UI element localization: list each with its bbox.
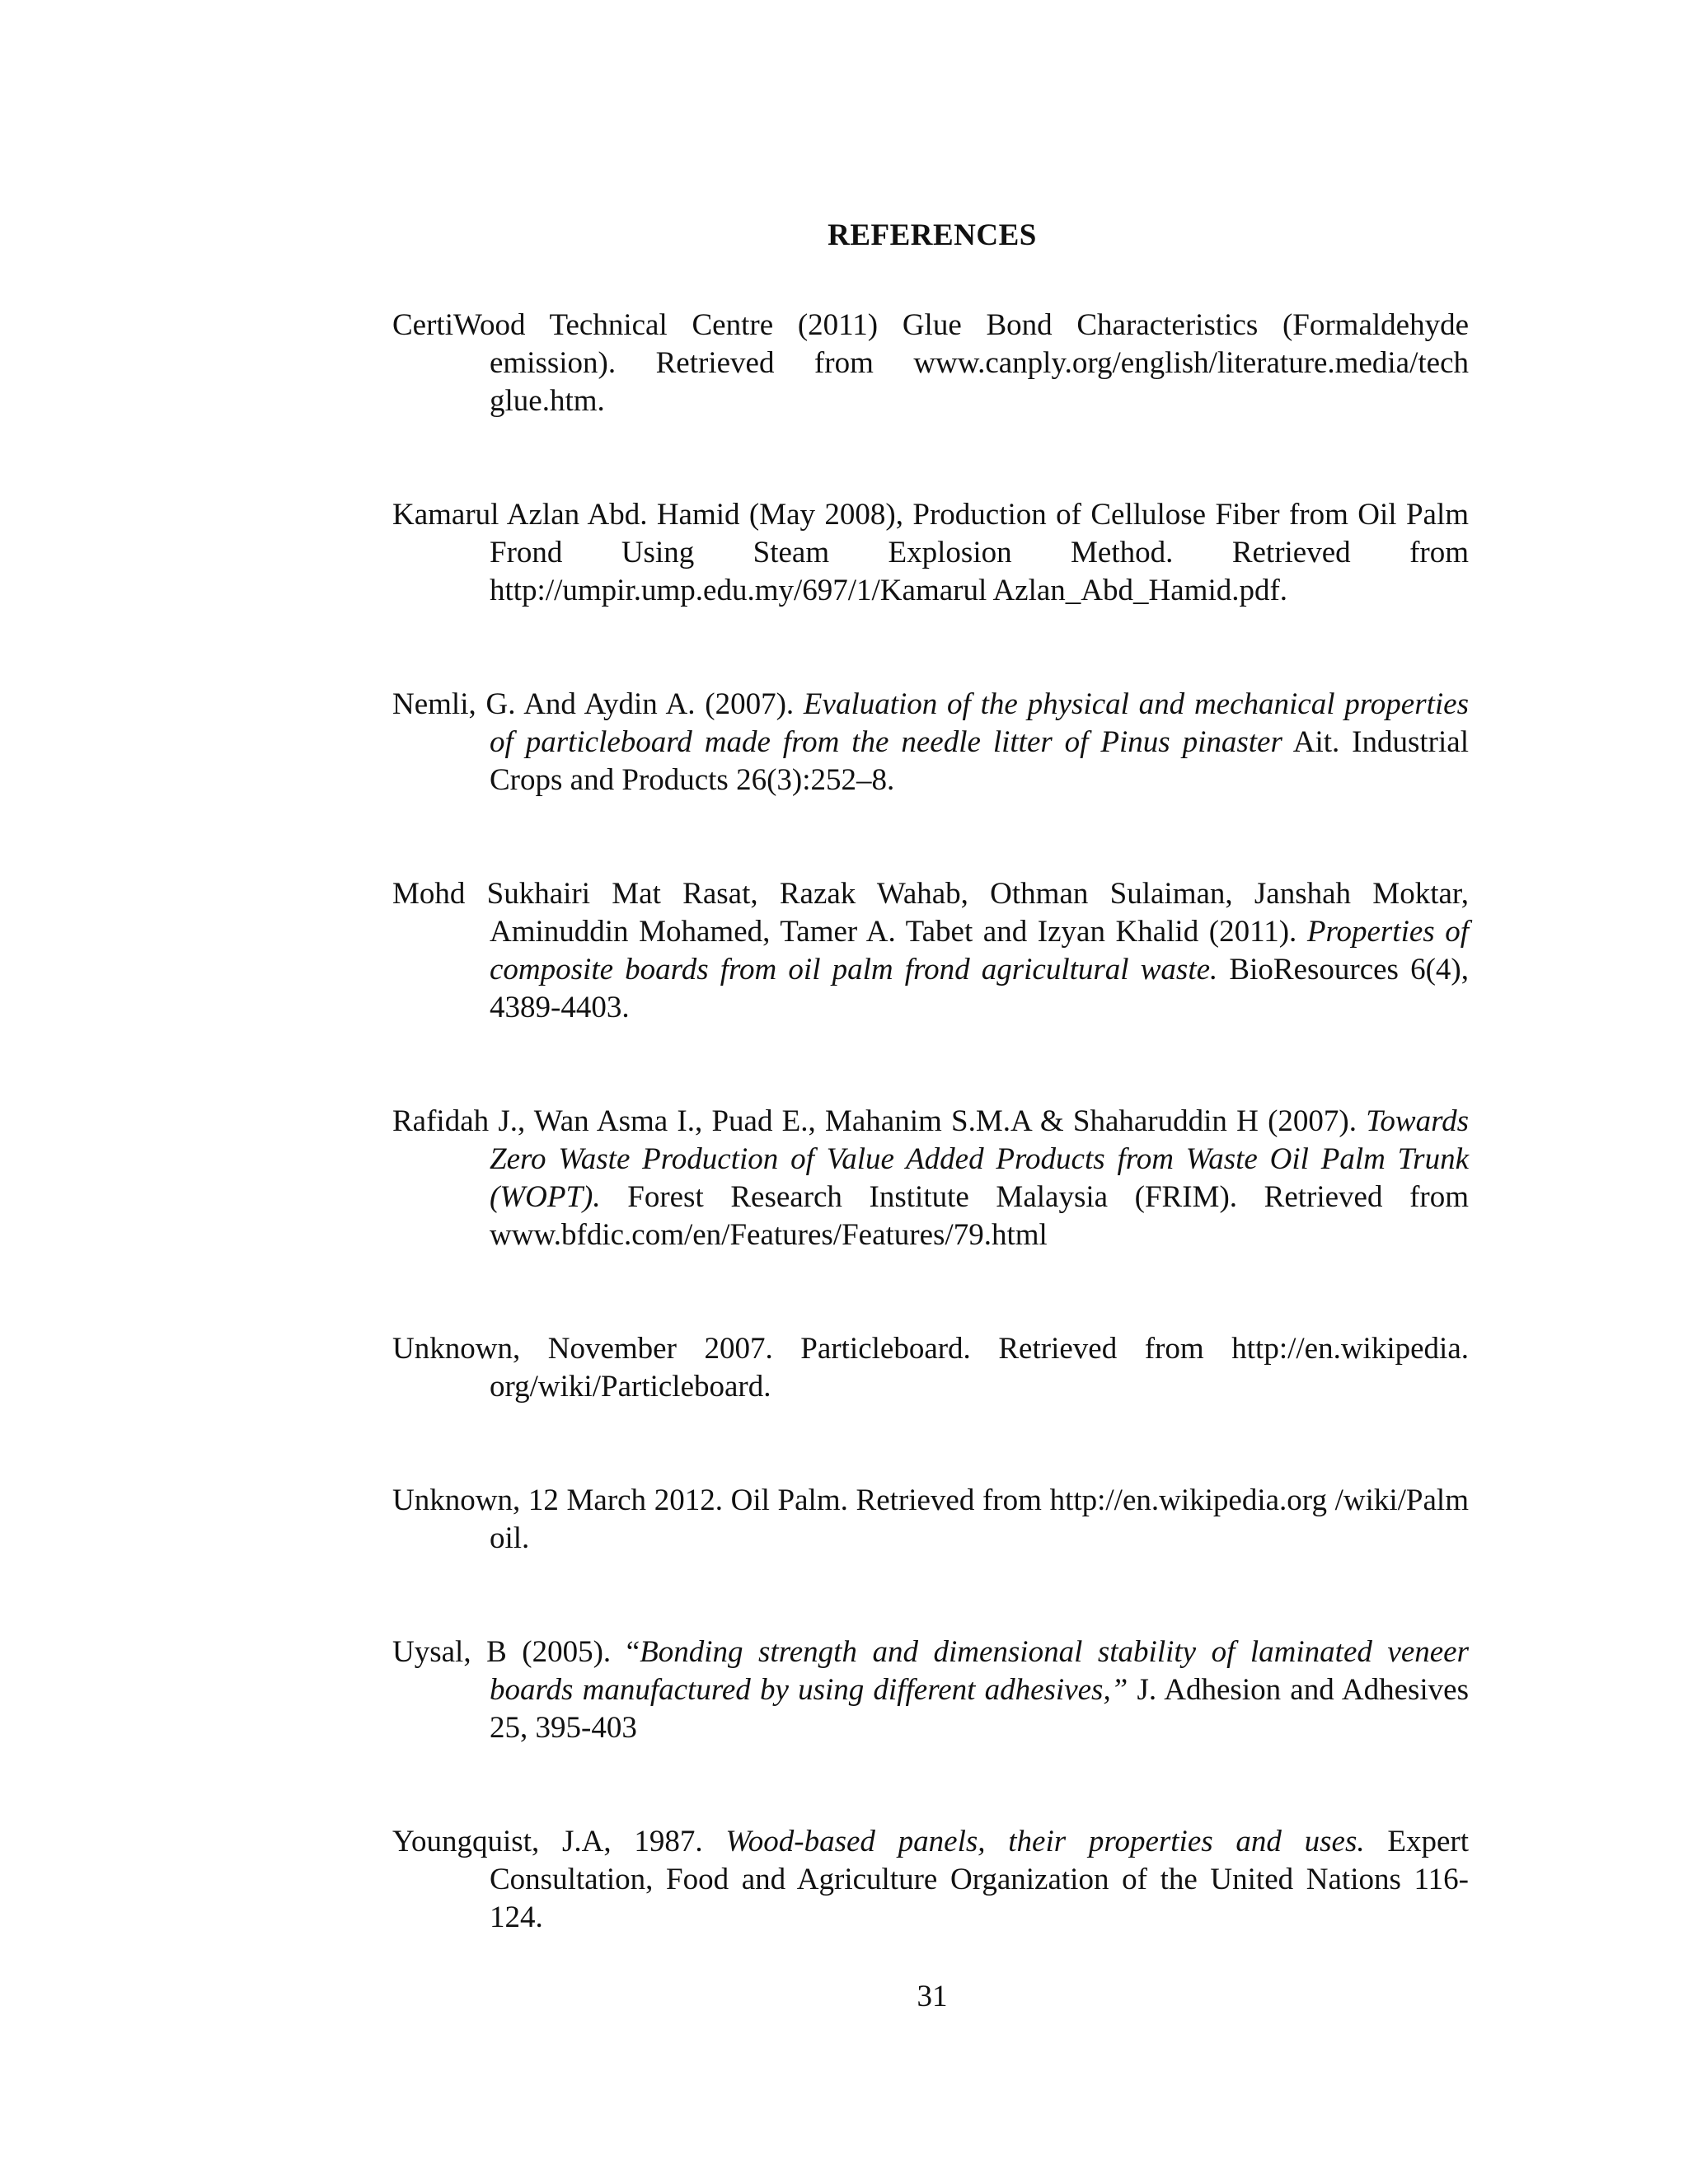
reference-item bbox=[392, 1103, 1469, 1254]
reference-item bbox=[392, 496, 1469, 610]
reference-title-italic: Wood-based panels, their properties and uses. bbox=[725, 1825, 1365, 1858]
page-number: 31 bbox=[917, 1980, 948, 2013]
reference-text: BioResources 6(4), 4389-4403. bbox=[490, 953, 1469, 1024]
page-title: REFERENCES bbox=[828, 218, 1037, 252]
reference-item bbox=[392, 686, 1469, 799]
reference-item bbox=[392, 1482, 1469, 1558]
reference-text: Mohd Sukhairi Mat Rasat, Razak Wahab, Othman Sulaiman, Janshah Moktar, Aminuddin Mohamed, Tamer A. Tabet and Izyan Khalid (2011). bbox=[392, 877, 1469, 949]
reference-text: Uysal, B (2005). “ bbox=[392, 1635, 640, 1669]
reference-item bbox=[392, 307, 1469, 420]
reference-text: Kamarul Azlan Abd. Hamid (May 2008), Production of Cellulose Fiber from Oil Palm Frond Using Steam Explosion Method. Retrieved from http://umpir.ump.edu.my/697/1/Kamarul Azlan_Abd_Hamid.pdf. bbox=[392, 498, 1469, 607]
reference-text: Rafidah J., Wan Asma I., Puad E., Mahanim S.M.A & Shaharuddin H (2007). bbox=[392, 1104, 1367, 1138]
reference-item bbox=[392, 1823, 1469, 1937]
reference-text: Unknown, 12 March 2012. Oil Palm. Retrieved from http://en.wikipedia.org /wiki/Palm oil. bbox=[392, 1483, 1469, 1555]
reference-text: Unknown, November 2007. Particleboard. Retrieved from http://en.wikipedia. org/wiki/Particleboard. bbox=[392, 1332, 1469, 1404]
reference-text: Youngquist, J.A, 1987. bbox=[392, 1825, 726, 1858]
reference-title-italic: Bonding strength and dimensional stability of laminated veneer boards manufactured by using different adhesives,” bbox=[490, 1635, 1469, 1707]
reference-list bbox=[392, 307, 1469, 2013]
reference-title-italic: Towards Zero Waste Production of Value Added Products from Waste Oil Palm Trunk (WOPT). bbox=[490, 1104, 1469, 1214]
reference-text: CertiWood Technical Centre (2011) Glue Bond Characteristics (Formaldehyde emission). Retrieved from www.canply.org/english/literature.media/tech glue.htm. bbox=[392, 308, 1469, 418]
reference-text: J. Adhesion and Adhesives 25, 395-403 bbox=[490, 1673, 1470, 1745]
reference-title-italic: Properties of composite boards from oil palm frond agricultural waste. bbox=[490, 915, 1470, 987]
reference-item bbox=[392, 1330, 1469, 1406]
reference-text: Ait. Industrial Crops and Products 26(3):252–8. bbox=[490, 725, 1469, 797]
reference-item bbox=[392, 1633, 1469, 1747]
reference-text: Expert Consultation, Food and Agriculture Organization of the United Nations 116-124. bbox=[490, 1825, 1470, 1934]
reference-item bbox=[392, 875, 1469, 1027]
reference-text: Nemli, G. And Aydin A. (2007). bbox=[392, 687, 804, 721]
reference-title-italic: Evaluation of the physical and mechanical properties of particleboard made from the needle litter of Pinus pinaster bbox=[490, 687, 1469, 759]
reference-text: Forest Research Institute Malaysia (FRIM). Retrieved from www.bfdic.com/en/Features/Features/79.html bbox=[490, 1180, 1469, 1252]
